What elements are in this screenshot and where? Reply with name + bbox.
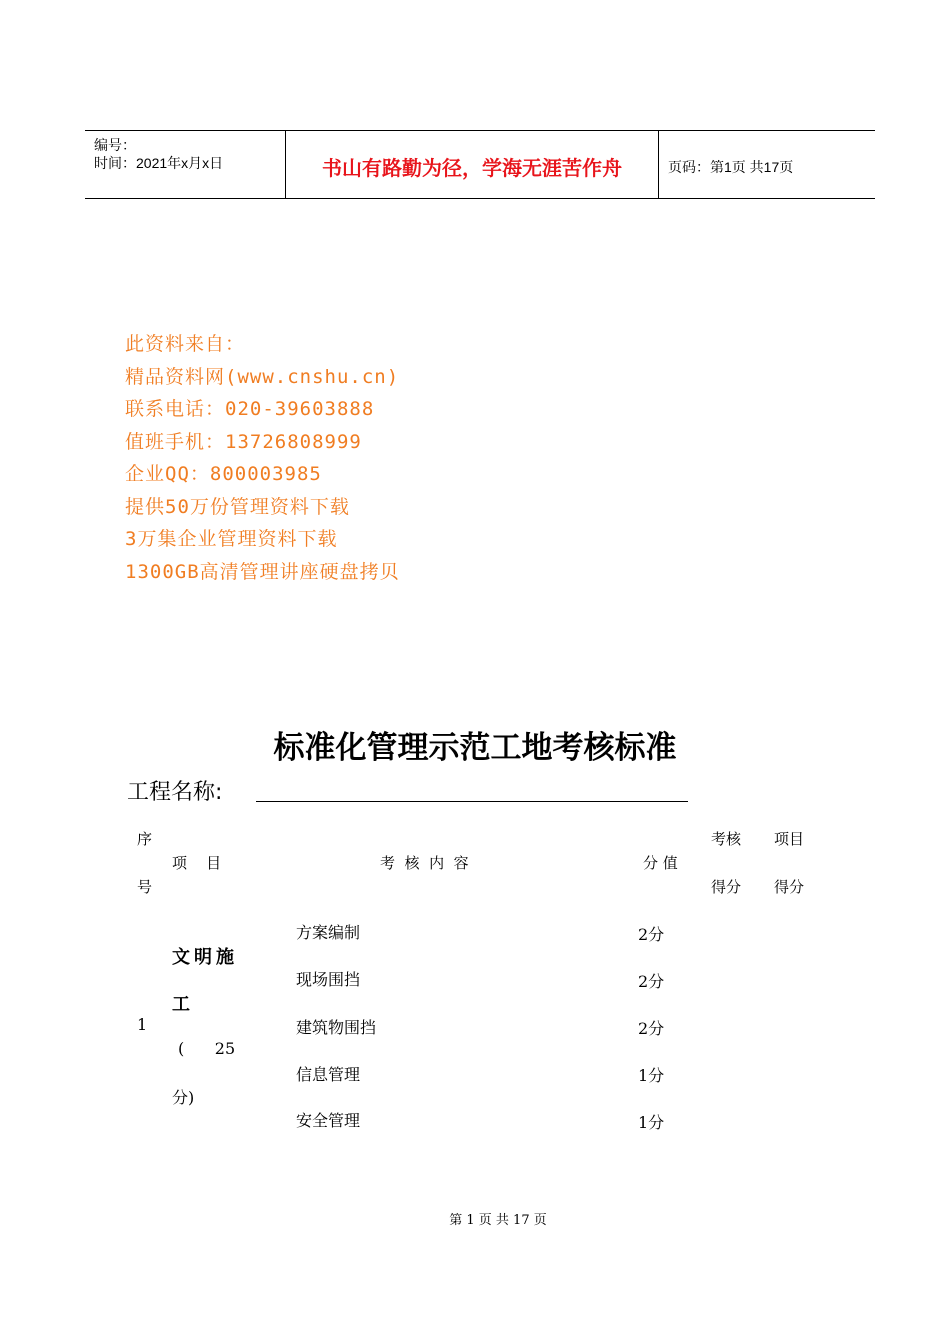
- category-points: ( 25: [178, 1039, 236, 1058]
- info-line: 企业QQ：800003985: [125, 463, 322, 485]
- header-item-score-top: 项目: [774, 830, 805, 848]
- row-content: 方案编制: [296, 923, 361, 942]
- header-item: 项 目: [172, 854, 222, 872]
- document-title: 标准化管理示范工地考核标准: [273, 730, 677, 766]
- header-check-top: 考核: [711, 830, 742, 848]
- row-content: 安全管理: [296, 1111, 361, 1130]
- info-line: 联系电话：020-39603888: [125, 398, 375, 420]
- header-seq-bottom: 号: [137, 878, 153, 896]
- info-line: 3万集企业管理资料下载: [125, 528, 338, 550]
- source-info-block: [125, 328, 400, 588]
- category-seq: 1: [137, 1015, 148, 1034]
- header-check-bottom: 得分: [711, 878, 742, 896]
- info-line: 精品资料网(www.cnshu.cn): [125, 365, 400, 388]
- row-score: 2分: [638, 972, 665, 991]
- header-seq-top: 序: [137, 830, 153, 848]
- row-score: 2分: [638, 1019, 665, 1038]
- category-name-line: 工: [172, 994, 194, 1015]
- row-content: 现场围挡: [296, 970, 361, 989]
- header-item-score-bottom: 得分: [774, 878, 805, 896]
- document-time-label: 时间：2021年x月x日: [94, 155, 224, 171]
- row-content: 信息管理: [296, 1065, 361, 1084]
- row-score: 2分: [638, 925, 665, 944]
- info-line: 此资料来自：: [125, 333, 246, 355]
- row-score: 1分: [638, 1113, 665, 1132]
- header-page-info: 页码：第1页 共17页: [668, 159, 794, 175]
- header-score: 分 值: [643, 854, 678, 872]
- page-footer: 第 1 页 共 17 页: [449, 1213, 547, 1228]
- row-content: 建筑物围挡: [296, 1018, 377, 1037]
- header-content: 考 核 内 容: [380, 854, 469, 872]
- header-top-rule: [85, 130, 875, 131]
- info-line: 值班手机：13726808999: [125, 430, 362, 453]
- info-line: 提供50万份管理资料下载: [125, 495, 350, 518]
- project-name-label: 工程名称:: [127, 780, 223, 805]
- document-number-label: 编号：: [94, 137, 136, 153]
- row-score: 1分: [638, 1066, 665, 1085]
- category-points-unit: 分): [172, 1088, 195, 1107]
- info-line: 1300GB高清管理讲座硬盘拷贝: [125, 560, 400, 583]
- header-divider-right: [658, 130, 659, 199]
- project-name-underline: [256, 801, 688, 802]
- header-bottom-rule: [85, 198, 875, 199]
- category-name-line: 文明施: [172, 947, 238, 968]
- header-motto: 书山有路勤为径，学海无涯苦作舟: [322, 156, 622, 180]
